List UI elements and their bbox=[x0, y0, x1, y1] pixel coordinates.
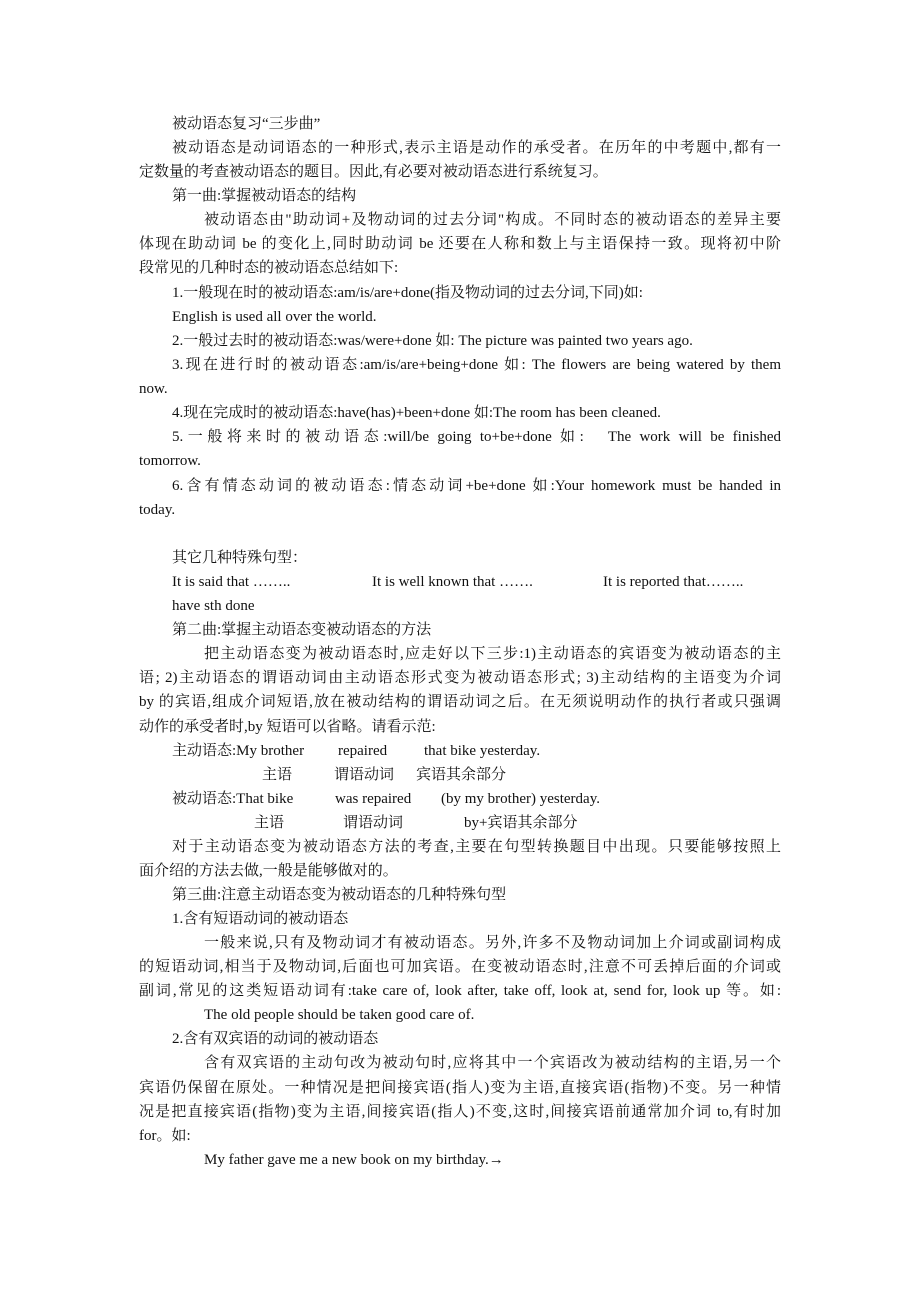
text-cell: 被动语态:That bike bbox=[172, 791, 294, 807]
text-line: 副词,常见的这类短语动词有:take care of, look after, take off, look at, send for, look up 等。如: bbox=[139, 983, 781, 999]
text-line: by 的宾语,组成介词短语,放在被动结构的谓语动词之后。在无须说明动作的执行者或只强调 bbox=[139, 694, 781, 710]
text-line: 一般来说,只有及物动词才有被动语态。另外,许多不及物动词加上介词或副词构成 bbox=[204, 935, 781, 951]
text-line: 体现在助动词 be 的变化上,同时助动词 be 还要在人称和数上与主语保持一致。现将初中阶 bbox=[139, 236, 781, 252]
text-cell: 主动语态:My brother bbox=[172, 743, 305, 759]
text-line: 面介绍的方法去做,一般是能够做对的。 bbox=[139, 863, 398, 879]
text-line: 第一曲:掌握被动语态的结构 bbox=[172, 188, 357, 204]
text-line: for。如: bbox=[139, 1128, 191, 1144]
text-line: 的短语动词,相当于及物动词,后面也可加宾语。在变被动语态时,注意不可丢掉后面的介词或 bbox=[139, 959, 781, 975]
text-cell: 主语 bbox=[254, 815, 285, 831]
text-line: English is used all over the world. bbox=[172, 309, 377, 325]
text-cell: that bike yesterday. bbox=[424, 743, 541, 759]
text-line: 把主动语态变为被动语态时,应走好以下三步:1)主动语态的宾语变为被动语态的主 bbox=[204, 646, 781, 662]
text-line: 第二曲:掌握主动语态变被动语态的方法 bbox=[172, 622, 432, 638]
text-line: 语; 2)主动语态的谓语动词由主动语态形式变为被动语态形式; 3)主动结构的主语变为介词 bbox=[139, 670, 781, 686]
text-line: 含有双宾语的主动句改为被动句时,应将其中一个宾语改为被动结构的主语,另一个 bbox=[204, 1055, 781, 1071]
text-line: 被动语态复习“三步曲” bbox=[172, 116, 321, 132]
text-line: 被动语态由"助动词+及物动词的过去分词"构成。不同时态的被动语态的差异主要 bbox=[204, 212, 781, 228]
text-cell: was repaired bbox=[335, 791, 412, 807]
text-line: now. bbox=[139, 381, 168, 397]
text-line: 其它几种特殊句型： bbox=[172, 550, 308, 566]
text-line: 3.现在进行时的被动语态:am/is/are+being+done 如: The flowers are being watered by them bbox=[172, 357, 781, 373]
text-cell: It is said that …….. bbox=[172, 574, 291, 590]
text-cell: repaired bbox=[338, 743, 388, 759]
text-line: 定数量的考查被动语态的题目。因此,有必要对被动语态进行系统复习。 bbox=[139, 164, 608, 180]
text-line: 5.一般将来时的被动语态:will/be going to+be+done 如: The work will be finished bbox=[172, 429, 781, 445]
text-line: 第三曲:注意主动语态变为被动语态的几种特殊句型 bbox=[172, 887, 507, 903]
text-line: 2.一般过去时的被动语态:was/were+done 如: The picture was painted two years ago. bbox=[172, 333, 693, 349]
text-cell: It is reported that…….. bbox=[603, 574, 744, 590]
text-line: 1.含有短语动词的被动语态 bbox=[172, 911, 349, 927]
text-line: 2.含有双宾语的动词的被动语态 bbox=[172, 1031, 379, 1047]
text-line: 4.现在完成时的被动语态:have(has)+been+done 如:The room has been cleaned. bbox=[172, 405, 661, 421]
text-line: tomorrow. bbox=[139, 453, 201, 469]
text-line: My father gave me a new book on my birthday.→ bbox=[204, 1152, 504, 1168]
text-line: 况是把直接宾语(指物)变为主语,间接宾语(指人)不变,这时,间接宾语前通常加介词 to,有时加 bbox=[139, 1104, 781, 1120]
text-line: have sth done bbox=[172, 598, 255, 614]
text-line: 段常见的几种时态的被动语态总结如下: bbox=[139, 260, 399, 276]
text-cell: 谓语动词 bbox=[343, 815, 404, 831]
text-cell: 谓语动词 bbox=[334, 767, 395, 783]
text-cell: 主语 bbox=[262, 767, 293, 783]
text-line: 被动语态是动词语态的一种形式,表示主语是动作的承受者。在历年的中考题中,都有一 bbox=[172, 140, 781, 156]
text-line: 6.含有情态动词的被动语态:情态动词+be+done 如:Your homework must be handed in bbox=[172, 478, 781, 494]
text-line: today. bbox=[139, 502, 176, 518]
text-line: 1.一般现在时的被动语态:am/is/are+done(指及物动词的过去分词,下同)如: bbox=[172, 285, 643, 301]
text-cell: by+宾语其余部分 bbox=[464, 815, 578, 831]
text-line: 动作的承受者时,by 短语可以省略。请看示范: bbox=[139, 719, 436, 735]
text-cell: It is well known that ……. bbox=[372, 574, 533, 590]
text-line: The old people should be taken good care of. bbox=[204, 1007, 475, 1023]
text-cell: 宾语其余部分 bbox=[416, 767, 507, 783]
text-cell: (by my brother) yesterday. bbox=[441, 791, 600, 807]
text-line: 宾语仍保留在原处。一种情况是把间接宾语(指人)变为主语,直接宾语(指物)不变。另一种情 bbox=[139, 1080, 781, 1096]
text-line: 对于主动语态变为被动语态方法的考查,主要在句型转换题目中出现。只要能够按照上 bbox=[172, 839, 781, 855]
